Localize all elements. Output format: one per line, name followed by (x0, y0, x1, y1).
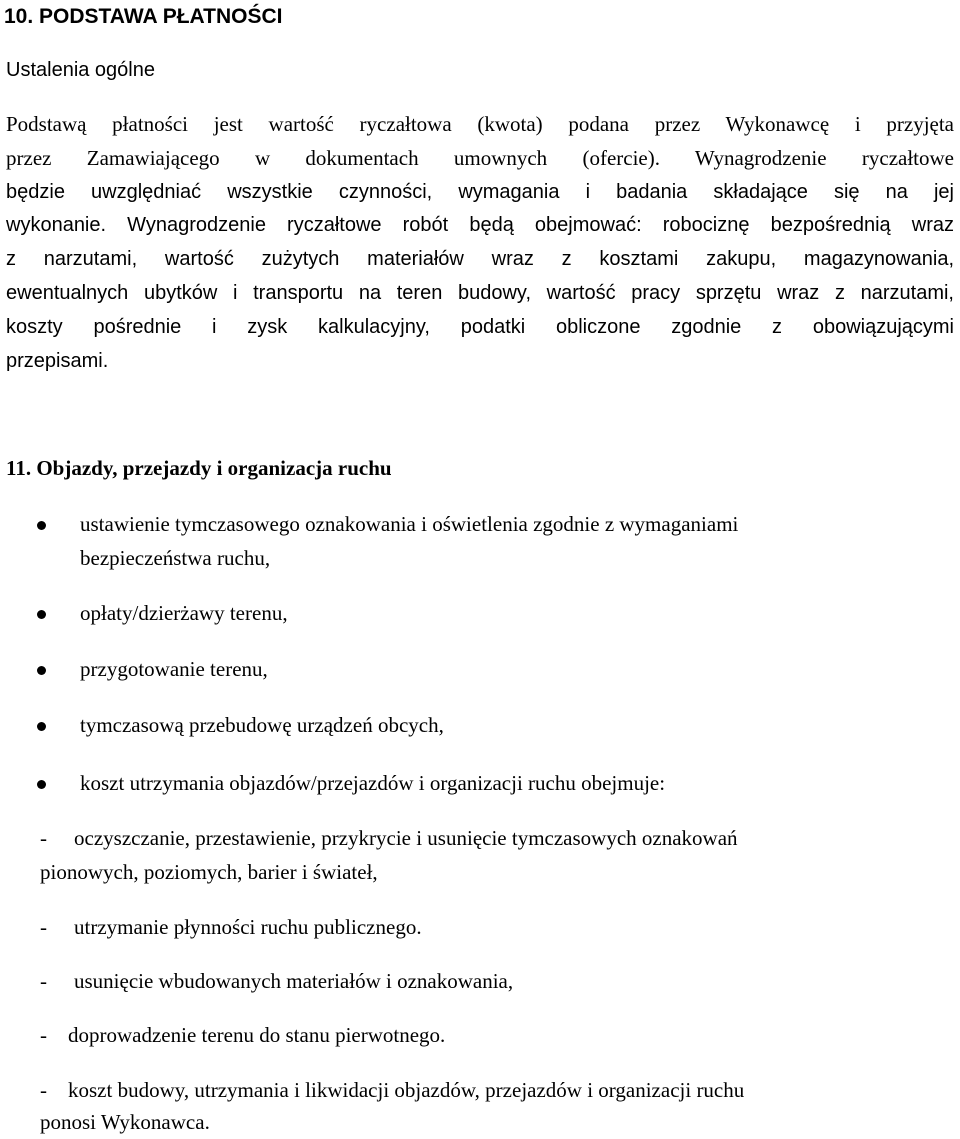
section-11-heading: 11. Objazdy, przejazdy i organizacja ruchu (6, 456, 392, 480)
bullet-icon (37, 780, 46, 789)
dash-marker: - (40, 915, 47, 939)
dash-marker: - (40, 1078, 47, 1102)
paragraph-line: przepisami. (6, 349, 109, 372)
dash-item-text: utrzymanie płynności ruchu publicznego. (74, 915, 422, 939)
section-10-subheading: Ustalenia ogólne (6, 59, 155, 81)
list-item-text: opłaty/dzierżawy terenu, (80, 601, 288, 625)
list-item-text: tymczasową przebudowę urządzeń obcych, (80, 713, 444, 737)
paragraph-line: Podstawą płatności jest wartość ryczałtowa (kwota) podana przez Wykonawcę i przyjęta (6, 112, 954, 136)
bullet-icon (37, 610, 46, 619)
paragraph-line: przez Zamawiającego w dokumentach umownych (ofercie). Wynagrodzenie ryczałtowe (6, 145, 954, 170)
paragraph-line: z narzutami, wartość zużytych materiałów wraz z kosztami zakupu, magazynowania, (6, 248, 954, 271)
dash-item-text: pionowych, poziomych, barier i świateł, (40, 860, 378, 884)
list-item-text: bezpieczeństwa ruchu, (80, 546, 271, 570)
paragraph-line: ewentualnych ubytków i transportu na teren budowy, wartość pracy sprzętu wraz z narzutami, (6, 281, 954, 304)
section-10-heading: 10. PODSTAWA PŁATNOŚCI (4, 5, 283, 28)
bullet-icon (37, 666, 46, 675)
dash-item-text: ponosi Wykonawca. (40, 1110, 210, 1134)
dash-item-text: doprowadzenie terenu do stanu pierwotnego. (68, 1023, 446, 1047)
dash-item-text: oczyszczanie, przestawienie, przykrycie i usunięcie tymczasowych oznakowań (74, 826, 738, 850)
paragraph-line: wykonanie. Wynagrodzenie ryczałtowe robót będą obejmować: robociznę bezpośrednią wraz (6, 214, 954, 237)
paragraph-line: będzie uwzględniać wszystkie czynności, wymagania i badania składające się na jej (6, 180, 954, 203)
dash-marker: - (40, 1023, 47, 1047)
bullet-icon (37, 521, 46, 530)
paragraph-line: koszty pośrednie i zysk kalkulacyjny, podatki obliczone zgodnie z obowiązującymi (6, 315, 954, 338)
list-item-text: ustawienie tymczasowego oznakowania i oświetlenia zgodnie z wymaganiami (80, 512, 739, 536)
dash-item-text: koszt budowy, utrzymania i likwidacji objazdów, przejazdów i organizacji ruchu (68, 1078, 745, 1102)
section-10-paragraph (6, 108, 954, 378)
dash-marker: - (40, 969, 47, 993)
bullet-icon (37, 722, 46, 731)
list-item-text: przygotowanie terenu, (80, 657, 268, 681)
dash-marker: - (40, 826, 47, 850)
list-item-text: koszt utrzymania objazdów/przejazdów i organizacji ruchu obejmuje: (80, 771, 666, 795)
dash-item-text: usunięcie wbudowanych materiałów i oznakowania, (74, 969, 514, 993)
